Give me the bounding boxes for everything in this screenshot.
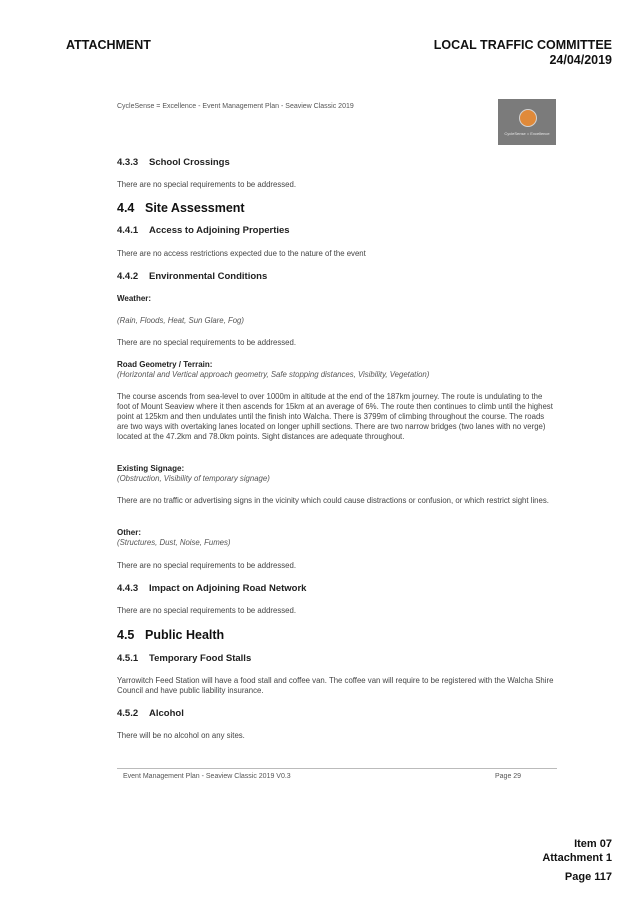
- logo-emblem-icon: [519, 109, 537, 127]
- paragraph: The course ascends from sea-level to over 1000m in altitude at the end of the 187km journey. The route is undulating to the foot of Mount Seaview where it then ascends for 15km at an average of 6%. The route then continues to climb until the highest point at 125km and then undulates until the finish into Walcha. There is 3799m of climbing throughout the course. The roads are two ways with overtaking lanes located on longer uphill sections. There are two narrow bridges (two lanes with no verge) located at the 47.2km and 78.0km points. Sight distances are adequate throughout.: [117, 392, 553, 441]
- heading-4-5-1: [117, 653, 251, 664]
- heading-number: 4.5.1: [117, 653, 139, 664]
- item-number: Item 07: [574, 838, 612, 850]
- heading-title: Public Health: [145, 628, 225, 642]
- paragraph: There are no special requirements to be addressed.: [117, 561, 296, 570]
- heading-title: Impact on Adjoining Road Network: [149, 583, 307, 594]
- heading-number: 4.4.2: [117, 271, 139, 282]
- road-geometry-items: (Horizontal and Vertical approach geometry, Safe stopping distances, Visibility, Vegetation): [117, 370, 430, 379]
- document-header-title: CycleSense = Excellence - Event Management Plan - Seaview Classic 2019: [117, 103, 354, 110]
- weather-items: (Rain, Floods, Heat, Sun Glare, Fog): [117, 316, 244, 325]
- paragraph: There are no access restrictions expected due to the nature of the event: [117, 249, 366, 258]
- heading-title: Environmental Conditions: [149, 271, 268, 282]
- logo-text: CycleSense = Excellence: [504, 131, 550, 136]
- weather-label: Weather:: [117, 294, 152, 303]
- heading-number: 4.5: [117, 628, 135, 642]
- heading-number: 4.4: [117, 201, 135, 215]
- heading-4-4-2: [117, 271, 267, 282]
- heading-number: 4.4.1: [117, 225, 139, 236]
- heading-4-5: [117, 628, 224, 642]
- paragraph: There are no special requirements to be addressed.: [117, 338, 296, 347]
- paragraph: Yarrowitch Feed Station will have a food stall and coffee van. The coffee van will require to be registered with the Walcha Shire Council and have public liability insurance.: [117, 676, 554, 695]
- document-page-number: Page 29: [495, 773, 522, 780]
- paragraph: There are no special requirements to be addressed.: [117, 606, 296, 615]
- heading-number: 4.4.3: [117, 583, 139, 594]
- other-items: (Structures, Dust, Noise, Fumes): [117, 538, 231, 547]
- cyclesense-logo: [498, 99, 556, 145]
- footer-divider: [117, 768, 557, 769]
- heading-title: Temporary Food Stalls: [149, 653, 252, 664]
- heading-4-5-2: [117, 708, 184, 719]
- heading-number: 4.5.2: [117, 708, 139, 719]
- other-label: Other:: [117, 528, 141, 537]
- attachment-number: Attachment 1: [542, 852, 612, 864]
- paragraph: There will be no alcohol on any sites.: [117, 731, 245, 740]
- heading-number: 4.3.3: [117, 157, 139, 168]
- heading-4-4-1: [117, 225, 290, 236]
- heading-title: School Crossings: [149, 157, 230, 168]
- heading-4-4: [117, 201, 245, 215]
- committee-date: 24/04/2019: [549, 53, 612, 67]
- heading-4-4-3: [117, 583, 306, 594]
- heading-title: Alcohol: [149, 708, 184, 719]
- committee-name: LOCAL TRAFFIC COMMITTEE: [433, 38, 612, 52]
- paragraph: There are no traffic or advertising signs in the vicinity which could cause distractions or confusion, or which restrict sight lines.: [117, 496, 549, 505]
- road-geometry-label: Road Geometry / Terrain:: [117, 360, 213, 369]
- heading-title: Site Assessment: [145, 201, 245, 215]
- existing-signage-items: (Obstruction, Visibility of temporary signage): [117, 474, 270, 483]
- attachment-label: ATTACHMENT: [66, 38, 151, 52]
- page-number: Page 117: [564, 871, 612, 883]
- existing-signage-label: Existing Signage:: [117, 464, 185, 473]
- paragraph: There are no special requirements to be addressed.: [117, 180, 296, 189]
- heading-4-3-3: [117, 157, 230, 168]
- document-footer-title: Event Management Plan - Seaview Classic 2019 V0.3: [123, 773, 291, 780]
- heading-title: Access to Adjoining Properties: [149, 225, 290, 236]
- committee-header: [434, 38, 612, 68]
